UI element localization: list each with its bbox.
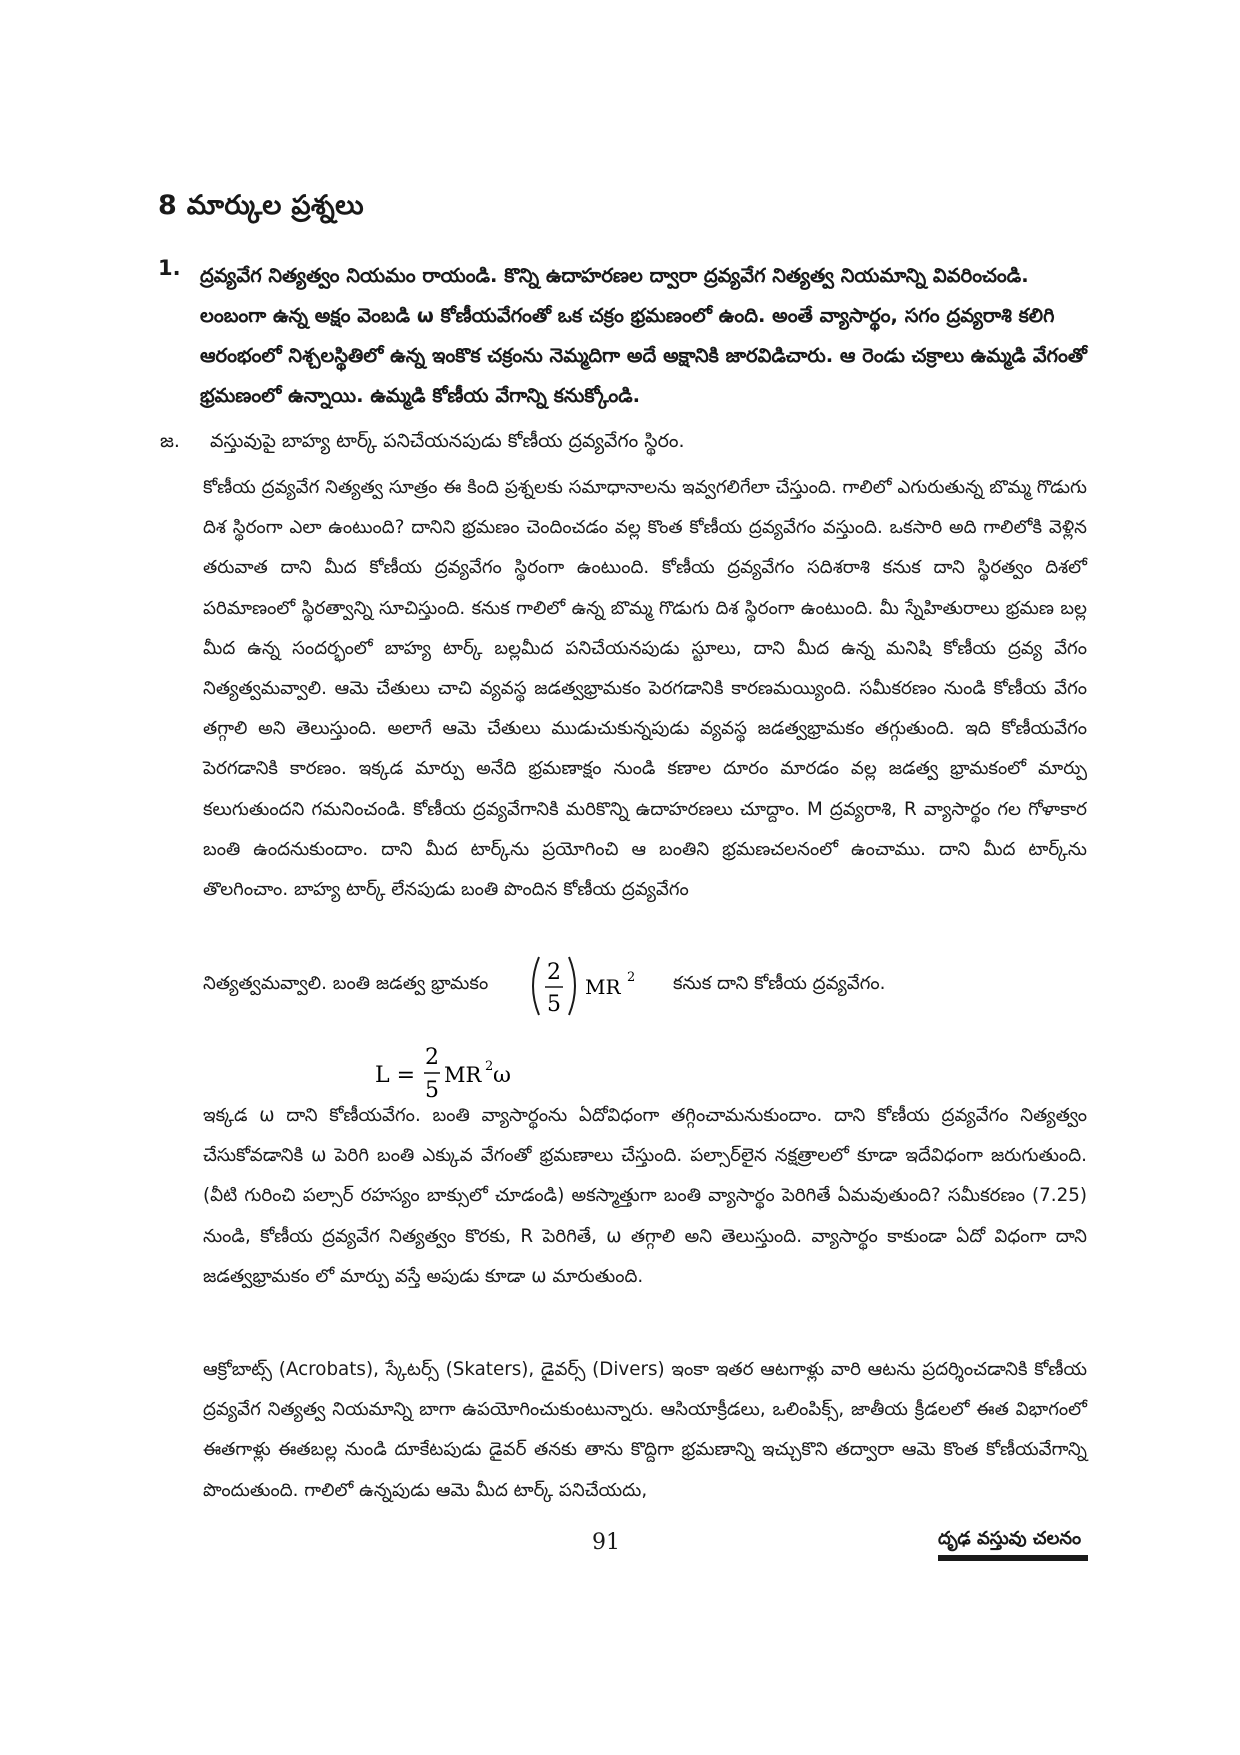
formula-l-omega: ω: [493, 1063, 511, 1088]
answer-paragraph-1: కోణీయ ద్రవ్యవేగ నిత్యత్వ సూత్రం ఈ కింది ప్రశ్నలకు సమాధానాలను ఇవ్వగలిగేలా చేస్తుంది. గాలిలో ఎగురుతున్న బొమ్మ గొడుగు దిశ స్థిరంగా ఎలా ఉంటుంది? దానిని భ్రమణం చెందించడం వల్ల కొంత కోణీయ ద్రవ్యవేగం వస్తుంది. ఒకసారి అది గాలిలోకి వెళ్లిన తరువాత దాని మీద కోణీయ ద్రవ్యవేగం స్థిరంగా ఉంటుంది. కోణీయ ద్రవ్యవేగం సదిశరాశి కనుక దాని స్థిరత్వం దిశలో పరిమాణంలో స్థిరత్వాన్ని సూచిస్తుంది. కనుక గాలిలో ఉన్న బొమ్మ గొడుగు దిశ స్థిరంగా ఉంటుంది. మీ స్నేహితురాలు భ్రమణ బల్ల మీద ఉన్న సందర్భంలో బాహ్య టార్క్ బల్లమీద పనిచేయనపుడు స్టూలు, దాని మీద ఉన్న మనిషి కోణీయ ద్రవ్య వేగం నిత్యత్వమవ్వాలి. ఆమె చేతులు చాచి వ్యవస్థ జడత్వభ్రామకం పెరగడానికి కారణమయ్యింది. సమీకరణం నుండి కోణీయ వేగం తగ్గాలి అని తెలుస్తుంది. అలాగే ఆమె చేతులు ముడుచుకున్నపుడు వ్యవస్థ జడత్వభ్రామకం తగ్గుతుంది. ఇది కోణీయవేగం పెరగడానికి కారణం. ఇక్కడ మార్పు అనేది భ్రమణాక్షం నుండి కణాల దూరం మారడం వల్ల జడత్వ భ్రామకంలో మార్పు కలుగుతుందని గమనించండి. కోణీయ ద్రవ్యవేగానికి మరికొన్ని ఉదాహరణలు చూద్దాం. M ద్రవ్యరాశి, R వ్యాసార్థం గల గోళాకార బంతి ఉందనుకుందాం. దాని మీద టార్క్‌ను ప్రయోగించి ఆ బంతిని భ్రమణచలనంలో ఉంచాము. దాని మీద టార్క్‌ను తొలగించాం. బాహ్య టార్క్ లేనపుడు బంతి పొందిన కోణీయ ద్రవ్యవేగం: [203, 477, 1087, 901]
inertia-formula: [527, 951, 667, 1021]
answer-paragraph-2: ఇక్కడ ω దాని కోణీయవేగం. బంతి వ్యాసార్థంను ఏదోవిధంగా తగ్గించామనుకుందాం. దాని కోణీయ ద్రవ్యవేగం నిత్యత్వం చేసుకోవడానికి ω పెరిగి బంతి ఎక్కువ వేగంతో భ్రమణాలు చేస్తుంది. పల్సార్‌లైన నక్షత్రాలలో కూడా ఇదేవిధంగా జరుగుతుంది. (వీటి గురించి పల్సార్ రహస్యం బాక్సులో చూడండి) అకస్మాత్తుగా బంతి వ్యాసార్థం పెరిగితే ఏమవుతుంది? సమీకరణం (7.25) నుండి, కోణీయ ద్రవ్యవేగ నిత్యత్వం కొరకు, R పెరిగితే, ω తగ్గాలి అని తెలుస్తుంది. వ్యాసార్థం కాకుండా ఏదో విధంగా దాని జడత్వభ్రామకం లో మార్పు వస్తే అపుడు కూడా ω మారుతుంది.: [203, 1105, 1087, 1287]
formula-l-numerator: 2: [425, 1045, 439, 1070]
formula-l-exponent: 2: [485, 1059, 494, 1074]
inertia-numerator: 2: [547, 960, 561, 985]
formula-line-post: కనుక దాని కోణీయ ద్రవ్యవేగం.: [673, 973, 886, 994]
answer-paragraph-3: ఆక్రోబాట్స్ (Acrobats), స్కేటర్స్ (Skaters), డైవర్స్ (Divers) ఇంకా ఇతర ఆటగాళ్లు వారి ఆటను ప్రదర్శించడానికి కోణీయ ద్రవ్యవేగ నిత్యత్వ నియమాన్ని బాగా ఉపయోగించుకుంటున్నారు. ఆసియాక్రీడలు, ఒలింపిక్స్, జాతీయ క్రీడలలో ఈత విభాగంలో ఈతగాళ్లు ఈతబల్ల నుండి దూకేటపుడు డైవర్ తనకు తాను కొద్దిగా భ్రమణాన్ని ఇచ్చుకొని తద్వారా ఆమె కొంత కోణీయవేగాన్ని పొందుతుంది. గాలిలో ఉన్నపుడు ఆమె మీద టార్క్ పనిచేయదు,: [203, 1359, 1087, 1501]
formula-l-mr: MR: [444, 1063, 482, 1087]
question-text: ద్రవ్యవేగ నిత్యత్వం నియమం రాయండి. కొన్ని ఉదాహరణల ద్వారా ద్రవ్యవేగ నిత్యత్వ నియమాన్ని వివరించండి. లంబంగా ఉన్న అక్షం వెంబడి ω కోణీయవేగంతో ఒక చక్రం భ్రమణంలో ఉంది. అంతే వ్యాసార్థం, సగం ద్రవ్యరాశి కలిగి ఆరంభంలో నిశ్చలస్థితిలో ఉన్న ఇంకొక చక్రంను నెమ్మదిగా అదే అక్షానికి జారవిడిచారు. ఆ రెండు చక్రాలు ఉమ్మడి వేగంతో భ్రమణంలో ఉన్నాయి. ఉమ్మడి కోణీయ వేగాన్ని కనుక్కోండి.: [200, 264, 1087, 407]
chapter-title: దృఢ వస్తువు చలనం: [938, 1528, 1082, 1549]
inertia-formula-line: [203, 951, 1087, 1021]
section-heading: 8 మార్కుల ప్రశ్నలు: [158, 190, 364, 221]
right-paren: [569, 957, 575, 1015]
page-number: 91: [592, 1530, 620, 1555]
inertia-mr: MR: [585, 975, 621, 999]
answer-label: జ.: [160, 430, 180, 452]
inertia-exponent: 2: [627, 970, 636, 985]
answer-first-line: వస్తువుపై బాహ్య టార్క్ పనిచేయనపుడు కోణీయ ద్రవ్యవేగం స్థిరం.: [210, 430, 685, 452]
formula-l-lhs: L =: [375, 1063, 416, 1088]
inertia-denominator: 5: [547, 992, 561, 1017]
footer-rule: [938, 1555, 1088, 1561]
formula-l-denominator: 5: [425, 1078, 439, 1103]
left-paren: [533, 957, 539, 1015]
question-number: 1.: [158, 256, 181, 280]
formula-line-pre: నిత్యత్వమవ్వాలి. బంతి జడత్వ భ్రామకం: [203, 973, 489, 994]
